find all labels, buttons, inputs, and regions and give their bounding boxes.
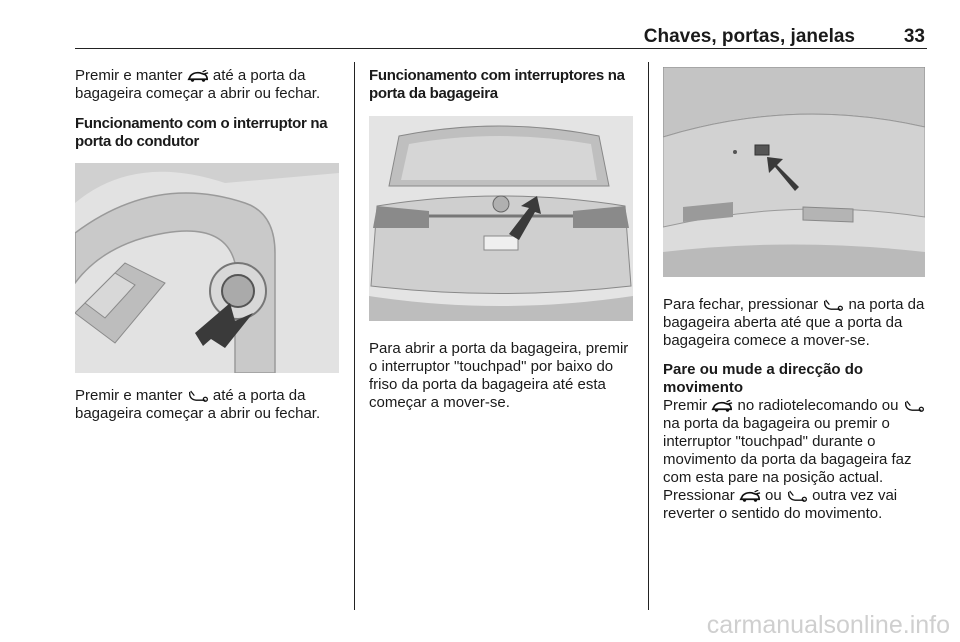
watermark: carmanualsonline.info: [706, 611, 950, 639]
section-heading-stop-reverse: Pare ou mude a direcção do movimento: [663, 361, 864, 396]
tailgate-rear-figure: [369, 116, 633, 321]
driver-door-switch-figure: [75, 163, 339, 373]
paragraph-open-touchpad: Para abrir a porta da bagageira, premir o interruptor "touchpad" por baixo do friso da porta da bagageira até esta começar a mover-se.: [369, 340, 629, 411]
car-tailgate-remote-icon: [187, 70, 209, 83]
section-heading-driver-door: Funcionamento com o interruptor na porta do condutor: [75, 115, 328, 150]
paragraph-hold-remote: Premir e manter até a porta da bagageira começar a abrir ou fechar.: [75, 67, 321, 102]
car-tailgate-remote-icon: [711, 400, 733, 413]
paragraph-stop-reverse: Premir no radiotelecomando ou na porta da bagageira ou premir o interruptor "touchpad" durante o movimento da porta da bagageira faz com esta pare na posição actual. Pressionar ou outra vez vai reverter o sentido do movimento.: [663, 397, 931, 523]
section-heading-tailgate-switch: Funcionamento com interruptores na porta da bagageira: [369, 67, 625, 102]
tailgate-inside-figure: [663, 67, 925, 277]
tailgate-button-icon: [822, 299, 844, 312]
column-2-bottom: [369, 340, 639, 412]
driver-door-illustration: [75, 163, 339, 373]
car-tailgate-remote-icon: [739, 490, 761, 503]
column-1: [75, 67, 345, 151]
tailgate-button-icon: [903, 400, 925, 413]
paragraph-hold-button: Premir e manter até a porta da bagageira começar a abrir ou fechar.: [75, 387, 321, 422]
tailgate-button-icon: [187, 390, 209, 403]
page-number: 33: [903, 26, 925, 47]
column-2: [369, 67, 639, 103]
column-divider-2: [648, 62, 649, 610]
page-header: [75, 26, 927, 49]
tailgate-rear-illustration: [369, 116, 633, 321]
tailgate-button-icon: [786, 490, 808, 503]
page-title: Chaves, portas, janelas: [643, 26, 855, 47]
column-1-bottom: [75, 387, 345, 423]
column-3: [663, 296, 931, 523]
tailgate-inside-illustration: [663, 67, 925, 277]
paragraph-close: Para fechar, pressionar na porta da bagageira aberta até que a porta da bagageira comece a mover-se.: [663, 296, 925, 349]
column-divider-1: [354, 62, 355, 610]
